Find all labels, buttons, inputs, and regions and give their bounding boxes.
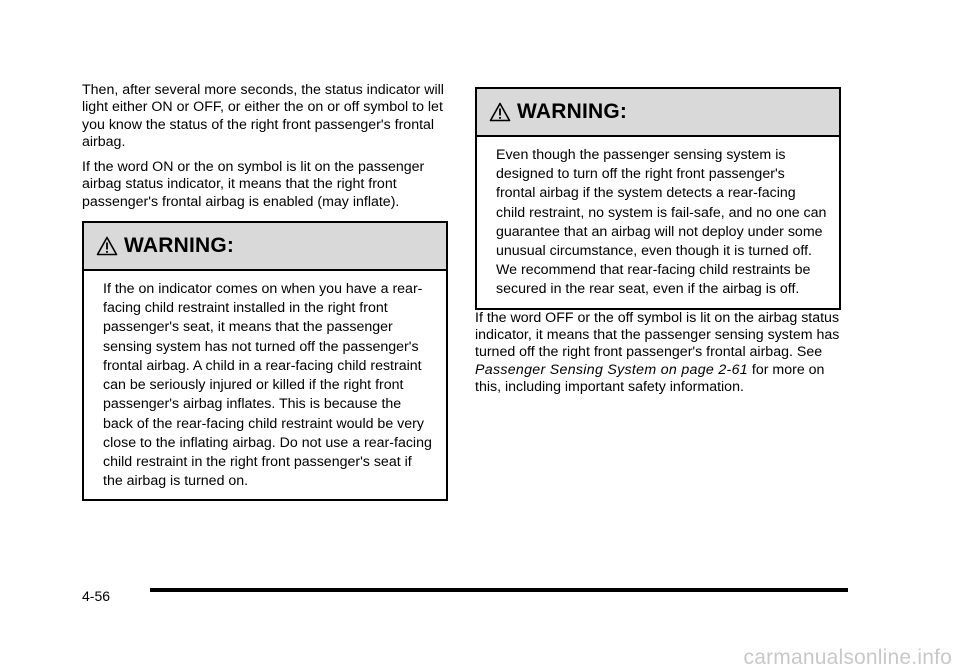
paragraph-off-indicator [475,310,841,396]
warning-box-on-indicator [82,221,448,501]
warning-triangle-icon [96,236,118,256]
warning-title: WARNING: [124,234,235,258]
paragraph-status-indicator: Then, after several more seconds, the status indicator will light either ON or OFF, or either the on or off symbol to let you know the status of the right front passenger's frontal airbag. [82,82,444,150]
warning-triangle-icon [489,102,511,122]
paragraph-on-indicator: If the word ON or the on symbol is lit on the passenger airbag status indicator, it means that the right front passenger's frontal airbag is enabled (may inflate). [82,159,425,210]
warning-title: WARNING: [517,100,628,123]
warning-header [477,89,839,137]
watermark: carmanualsonline.info [743,646,952,669]
warning-box-fail-safe [475,87,841,310]
warning-header [84,223,446,271]
cross-reference-link[interactable]: Passenger Sensing System on page 2-61 [475,361,748,378]
page-number: 4-56 [82,588,111,604]
warning-text: If the on indicator comes on when you have a rear-facing child restraint installed in the right front passenger's seat, it means that the passenger sensing system has not turned off the passenger's frontal airbag. A child in a rear-facing child restraint can be seriously injured or killed if the right front passenger's airbag inflates. This is because the back of the rear-facing child restraint would be very close to the inflating airbag. Do not use a rear-facing child restraint in the right front passenger's seat if the airbag is turned on. [103,281,432,490]
left-column [82,82,448,501]
right-column [475,87,841,404]
footer-rule [150,588,848,592]
off-indicator-text-end: for more on this, including important safety information. [475,361,825,395]
off-indicator-text: If the word OFF or the off symbol is lit on the airbag status indicator, it means that the passenger sensing system has turned off the right front passenger's frontal airbag. See [475,309,840,361]
warning-text: Even though the passenger sensing system is designed to turn off the right front passenger's frontal airbag if the system detects a rear-facing child restraint, no system is fail-safe, and no one can guarantee that an airbag will not deploy under some unusual circumstance, even though it is turned off. We recommend that rear-facing child restraints be secured in the rear seat, even if the airbag is off. [496,147,827,298]
